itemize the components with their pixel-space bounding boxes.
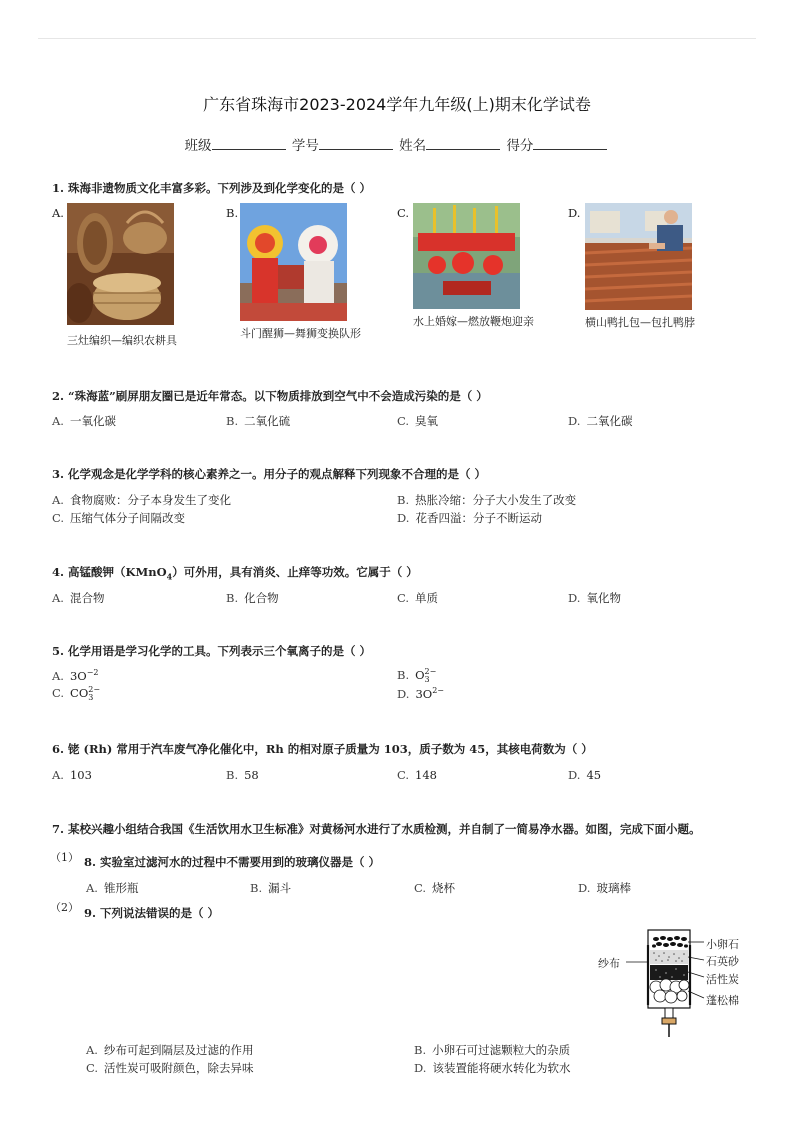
q8-option-c[interactable]: C. 烧杯 bbox=[414, 881, 456, 895]
q7-sub1-stem: 8. 实验室过滤河水的过程中不需要用到的玻璃仪器是（ ） bbox=[84, 855, 381, 869]
q6-option-a[interactable]: A. 103 bbox=[52, 768, 92, 782]
q4-option-b[interactable]: B. 化合物 bbox=[226, 591, 279, 605]
question-2-stem: 2. “珠海蓝”刷屏朋友圈已是近年常态。以下物质排放到空气中不会造成污染的是（ ） bbox=[52, 389, 488, 403]
q5-option-d[interactable]: D. $3O^{2-}$ bbox=[397, 686, 445, 701]
q7-sub2-stem: 9. 下列说法错误的是（ ） bbox=[84, 906, 220, 920]
q8-option-d[interactable]: D. 玻璃棒 bbox=[578, 881, 631, 895]
question-4-stem: 4. 高锰酸钾（KMnO$_4$）可外用，具有消炎、止痒等功效。它属于（ ） bbox=[52, 565, 418, 582]
q2-option-b[interactable]: B. 二氧化硫 bbox=[226, 414, 291, 428]
q1-image-duck-wrap bbox=[585, 203, 692, 310]
q1-option-b-letter: B. bbox=[226, 206, 239, 220]
q1-option-d-caption: 横山鸭扎包—包扎鸭脖 bbox=[585, 316, 695, 329]
page-title: 广东省珠海市2023-2024学年九年级(上)期末化学试卷 bbox=[203, 95, 591, 114]
q3-option-b[interactable]: B. 热胀冷缩：分子大小发生了改变 bbox=[397, 493, 577, 507]
diagram-label-gauze: 纱布 bbox=[598, 957, 620, 970]
field-class-label: 班级 bbox=[184, 138, 212, 154]
q2-option-c[interactable]: C. 臭氧 bbox=[397, 414, 439, 428]
q1-image-lion-dance bbox=[240, 203, 347, 321]
q7-sub1-number: （1） bbox=[50, 851, 79, 864]
q1-option-b-caption: 斗门醒狮—舞狮变换队形 bbox=[240, 327, 361, 340]
field-name-label: 姓名 bbox=[399, 138, 427, 154]
q9-option-a[interactable]: A. 纱布可起到隔层及过滤的作用 bbox=[86, 1043, 254, 1057]
question-3-stem: 3. 化学观念是化学学科的核心素养之一。用分子的观点解释下列现象不合理的是（ ） bbox=[52, 467, 487, 481]
q3-option-a[interactable]: A. 食物腐败：分子本身发生了变化 bbox=[52, 493, 231, 507]
q6-option-c[interactable]: C. 148 bbox=[397, 768, 437, 782]
q9-option-d[interactable]: D. 该装置能将硬水转化为软水 bbox=[414, 1061, 571, 1075]
field-name-blank[interactable] bbox=[426, 137, 500, 150]
q3-option-c[interactable]: C. 压缩气体分子间隔改变 bbox=[52, 511, 186, 525]
q1-option-d-letter: D. bbox=[568, 206, 581, 220]
q5-option-c[interactable]: C. CO 2− 3 bbox=[52, 685, 101, 702]
q9-option-b[interactable]: B. 小卵石可过滤颗粒大的杂质 bbox=[414, 1043, 571, 1057]
diagram-label-activated-carbon: 活性炭 bbox=[706, 973, 739, 986]
q1-option-c-letter: C. bbox=[397, 206, 410, 220]
question-7-stem: 7. 某校兴趣小组结合我国《生活饮用水卫生标准》对黄杨河水进行了水质检测，并自制了一简易净水器。如图，完成下面小题。 bbox=[52, 822, 701, 836]
q5-option-a[interactable]: A. $3O^{-2}$ bbox=[52, 668, 99, 683]
q1-option-a-letter: A. bbox=[52, 206, 64, 220]
q1-option-a-caption: 三灶编织—编织农耕具 bbox=[67, 334, 177, 347]
q4-option-a[interactable]: A. 混合物 bbox=[52, 591, 105, 605]
q6-option-d[interactable]: D. 45 bbox=[568, 768, 602, 782]
diagram-label-pebbles: 小卵石 bbox=[706, 938, 739, 951]
water-filter-diagram bbox=[596, 925, 776, 1040]
q8-option-a[interactable]: A. 锥形瓶 bbox=[86, 881, 139, 895]
q9-option-c[interactable]: C. 活性炭可吸附颜色，除去异味 bbox=[86, 1061, 254, 1075]
q2-option-d[interactable]: D. 二氧化碳 bbox=[568, 414, 633, 428]
field-score-blank[interactable] bbox=[533, 137, 607, 150]
q5-option-b[interactable]: B. O 2− 3 bbox=[397, 667, 437, 684]
q8-option-b[interactable]: B. 漏斗 bbox=[250, 881, 292, 895]
q4-option-c[interactable]: C. 单质 bbox=[397, 591, 439, 605]
student-info-fields bbox=[0, 134, 794, 154]
q7-sub2-number: （2） bbox=[50, 901, 79, 914]
q2-option-a[interactable]: A. 一氧化碳 bbox=[52, 414, 116, 428]
q1-option-c-caption: 水上婚嫁—燃放鞭炮迎亲 bbox=[413, 315, 534, 328]
diagram-label-quartz-sand: 石英砂 bbox=[706, 955, 739, 968]
field-number-label: 学号 bbox=[291, 138, 319, 154]
q1-image-water-wedding bbox=[413, 203, 520, 309]
q6-option-b[interactable]: B. 58 bbox=[226, 768, 259, 782]
question-5-stem: 5. 化学用语是学习化学的工具。下列表示三个氧离子的是（ ） bbox=[52, 644, 372, 658]
question-6-stem: 6. 铑 (Rh) 常用于汽车废气净化催化中，Rh 的相对原子质量为 103，质子数为 45，其核电荷数为（ ） bbox=[52, 742, 593, 756]
field-score-label: 得分 bbox=[506, 138, 534, 154]
q1-image-weaving bbox=[67, 203, 174, 325]
question-1-stem: 1. 珠海非遗物质文化丰富多彩。下列涉及到化学变化的是（ ） bbox=[52, 181, 372, 195]
field-class-blank[interactable] bbox=[212, 137, 286, 150]
field-number-blank[interactable] bbox=[319, 137, 393, 150]
q3-option-d[interactable]: D. 花香四溢：分子不断运动 bbox=[397, 511, 542, 525]
header-rule bbox=[38, 38, 756, 39]
diagram-label-cotton: 蓬松棉 bbox=[706, 994, 739, 1007]
q4-option-d[interactable]: D. 氧化物 bbox=[568, 591, 621, 605]
